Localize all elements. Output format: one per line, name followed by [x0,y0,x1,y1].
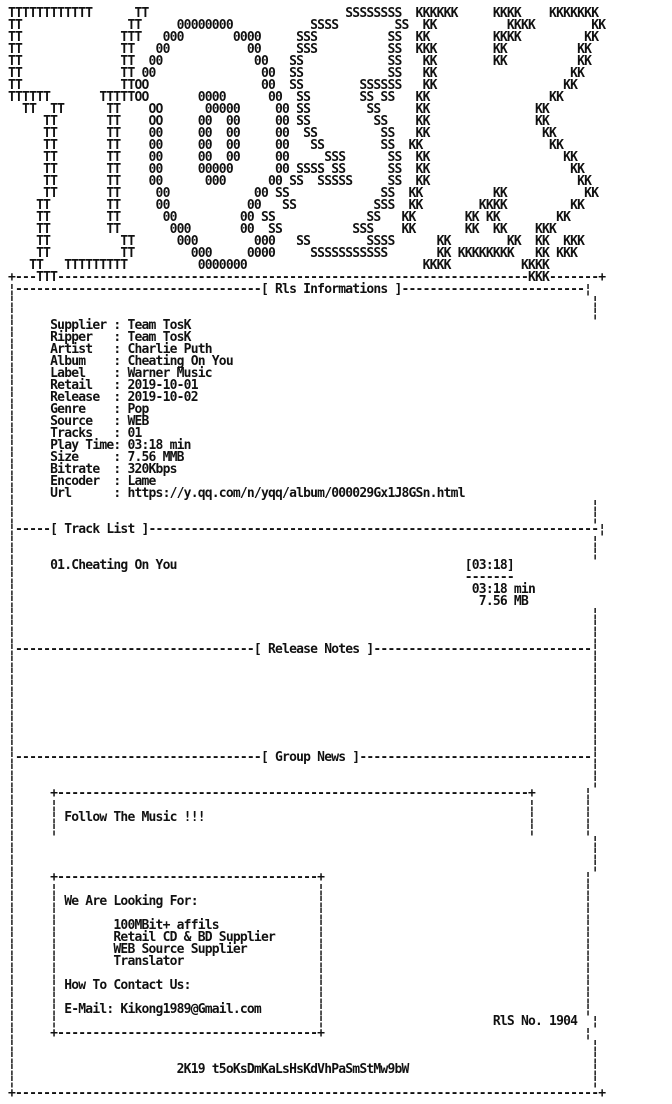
nfo-text-line: ¦ ¦ [8,762,599,777]
nfo-text-line: ¦ Encoder : Lame [8,474,156,489]
nfo-text-line: ¦ ¦ [8,306,599,321]
nfo-text-line: ¦----------------------------------[ Release Notes ]-------------------------------¦ [8,642,599,657]
nfo-text-line: ¦ ¦ [8,858,599,873]
nfo-text-line: ¦ ¦ WEB Source Supplier ¦ ¦ [8,942,592,957]
nfo-text-line: ¦-----------------------------------[ Group News ]---------------------------------¦ [8,750,599,765]
nfo-text-line: ¦ ¦ [8,702,599,717]
ascii-logo-line: TT TT 000 0000 SSSSSSSSSSS KK KKKKKKKK KK KKK [8,246,578,261]
nfo-text-line: ¦ 2K19 t5oKsDmKaLsHsKdVhPaSmStMw9bW ¦ [8,1062,599,1077]
nfo-text-line: ¦ ¦ ¦ ¦ [8,798,592,813]
nfo-text-line: ¦ Retail : 2019-10-01 [8,378,198,393]
nfo-text-line: ¦ +-------------------------------------+ ¦ [8,1026,592,1041]
nfo-text-line: ¦-----[ Track List ]----------------------------------------------------------------¦ [8,522,606,537]
ascii-logo-line: TTTTTT TTTTTOO 0000 00 SS SS SS KK KK [8,90,564,105]
ascii-logo-line: TT TT 00 000 00 SS SSSSS SS KK KK [8,174,592,189]
ascii-logo-line: TT TTOO 00 SS SSSSSS KK KK [8,78,578,93]
nfo-text-line: ¦ ¦ [8,738,599,753]
ascii-logo-line: TT TT 00 00 SS SS KK KK KK [8,186,599,201]
nfo-text-line: ¦ Artist : Charlie Puth [8,342,212,357]
ascii-logo-line: TT TT 00 00 SS SS KK KK KK KK [8,210,571,225]
nfo-text-line: ¦-----------------------------------[ Rls Informations ]--------------------------¦ [8,282,592,297]
nfo-text-line: ¦ ¦ Follow The Music !!! ¦ ¦ [8,810,592,825]
nfo-text-line: ¦ ¦ [8,666,599,681]
ascii-logo-line: TT TT OO 00 00 00 SS SS KK KK [8,114,550,129]
nfo-text-line: ¦ ¦ ¦ ¦ [8,966,592,981]
ascii-logo-line: TT TT 00 00 SS SSS KK KKKK KK [8,198,585,213]
nfo-text-line: ¦ 7.56 MB [8,594,528,609]
nfo-text-line: ¦ Bitrate : 320Kbps [8,462,177,477]
nfo-text-line: ¦ ¦ [8,294,599,309]
nfo-text-line: ¦ ¦ [8,774,599,789]
ascii-logo-line: TT TT 00 00 SSS SS KKK KK KK [8,42,592,57]
ascii-logo-line: TT TT 00 00000 00 SSSS SS SS KK KK [8,162,585,177]
nfo-text-line: ¦ ¦ [8,606,599,621]
nfo-text-line: ¦ +-------------------------------------+ ¦ [8,870,592,885]
nfo-text-line: ¦ ¦ [8,498,599,513]
ascii-logo-line: TT TT 00 00 SS SS KK KK KK [8,54,592,69]
nfo-text-line: ¦ ¦ Retail CD & BD Supplier ¦ ¦ [8,930,592,945]
nfo-text-line: +-----------------------------------------------------------------------------------+ [8,1086,606,1101]
nfo-text-line: ¦ Ripper : Team TosK [8,330,191,345]
nfo-text-line: ¦ ¦ ¦ ¦ [8,906,592,921]
nfo-text-line: ¦ ¦ [8,618,599,633]
ascii-logo-line: TT TT 00 00 00 00 SS SS KK KK [8,126,557,141]
nfo-text-line: ¦ ¦ ¦ ¦ [8,822,592,837]
nfo-text-line: ¦ ¦ [8,846,599,861]
nfo-text-line: ¦ Genre : Pop [8,402,149,417]
nfo-text-line: ¦ ¦ We Are Looking For: ¦ ¦ [8,894,592,909]
ascii-logo-line: TT TT TT OO 00000 00 SS SS KK KK [8,102,550,117]
nfo-text-line: ¦ Size : 7.56 MMB [8,450,184,465]
nfo-text-line: ¦ ¦ [8,1038,599,1053]
nfo-text-line: ¦ ¦ ¦ ¦ [8,990,592,1005]
nfo-text-line: ¦ ¦ ¦ ¦ [8,882,592,897]
nfo-text-line: ¦ ¦ Translator ¦ ¦ [8,954,592,969]
nfo-text-line: +---TTT-------------------------------------------------------------------KKK-------+ [8,270,606,285]
nfo-text-line: ¦ ¦ [8,678,599,693]
nfo-text-line: ¦ Source : WEB [8,414,149,429]
nfo-text-line: ¦ ¦ [8,1074,599,1089]
ascii-logo-line: TT TT 000 000 SS SSSS KK KK KK KKK [8,234,585,249]
nfo-text-line: ¦ ¦ 100MBit+ affils ¦ ¦ [8,918,592,933]
nfo-text-line: ¦ ¦ [8,834,599,849]
nfo-text-line: ¦ Supplier : Team TosK [8,318,191,333]
nfo-text-line: ¦ ¦ [8,630,599,645]
nfo-text-line: ¦ ¦ [8,726,599,741]
ascii-logo-line: TTTTTTTTTTTT TT SSSSSSSS KKKKKK KKKK KKKKKKK [8,6,599,21]
nfo-text-line: ¦ Release : 2019-10-02 [8,390,198,405]
nfo-text-line: ¦ ¦ [8,534,599,549]
nfo-text-line: ¦ Play Time: 03:18 min [8,438,191,453]
nfo-text-line: ¦ Label : Warner Music [8,366,212,381]
nfo-text-line: ¦ Album : Cheating On You [8,354,233,369]
ascii-logo-line: TT TT 00 00 SS SS KK KK [8,66,585,81]
ascii-logo-line: TT TTTTTTTTT 0000000 KKKK KKKK [8,258,550,273]
nfo-text-line: ¦ ¦ [8,690,599,705]
nfo-text-line: ¦ ¦ [8,1050,599,1065]
nfo-text-line: ¦ ¦ [8,654,599,669]
nfo-text-line: ¦ ¦ How To Contact Us: ¦ ¦ [8,978,592,993]
nfo-text-line: ¦ ¦ ¦ RlS No. 1904 ¦ [8,1014,599,1029]
nfo-text-line: ¦ ¦ [8,714,599,729]
ascii-logo-line: TT TT 00 00 00 00 SSS SS KK KK [8,150,578,165]
nfo-text-line: ¦ ------- [8,570,514,585]
nfo-text-line: ¦ ¦ E-Mail: Kikong1989@Gmail.com ¦ ¦ [8,1002,592,1017]
ascii-logo-line: TT TT 00000000 SSSS SS KK KKKK KK [8,18,606,33]
ascii-logo-line: TT TT 000 00 SS SSS KK KK KK KKK [8,222,557,237]
nfo-text-line: ¦ 03:18 min [8,582,536,597]
nfo-text-line: ¦ 01.Cheating On You [03:18] [8,558,514,573]
nfo-text-line: ¦ Tracks : 01 [8,426,142,441]
ascii-logo-line: TT TT 00 00 00 00 SS SS KK KK [8,138,564,153]
nfo-text-line: ¦ Url : https://y.qq.com/n/yqq/album/000029Gx1J8GSn.html [8,486,465,501]
nfo-text-line: ¦ ¦ [8,546,599,561]
ascii-logo-line: TT TTT 000 0000 SSS SS KK KKKK KK [8,30,599,45]
nfo-text-line: ¦ ¦ [8,510,599,525]
nfo-text-line: ¦ +-------------------------------------------------------------------+ ¦ [8,786,592,801]
